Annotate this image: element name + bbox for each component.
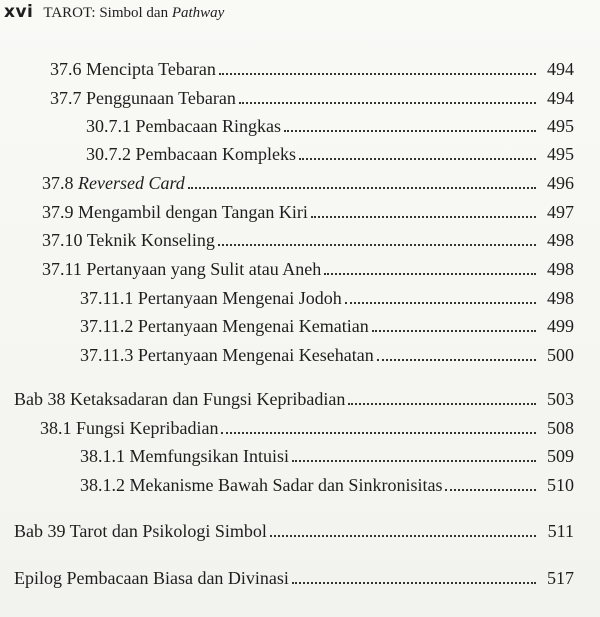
toc-entry-37-7[interactable] bbox=[50, 83, 574, 109]
toc-entry-37-11-3[interactable] bbox=[80, 340, 574, 366]
running-header bbox=[4, 2, 224, 26]
toc-page-number: 503 bbox=[547, 389, 574, 409]
dot-leader bbox=[348, 403, 536, 405]
toc-entry-number: 38.1.2 bbox=[80, 475, 130, 495]
toc-entry-label bbox=[80, 344, 374, 366]
toc-entry-37-8[interactable] bbox=[42, 168, 574, 194]
toc-entry-number: 30.7.2 bbox=[86, 144, 136, 164]
toc-entry-number: 37.11 bbox=[42, 259, 87, 279]
toc-page-number: 511 bbox=[547, 521, 574, 541]
toc-entry-number: Bab 38 bbox=[14, 389, 70, 409]
toc-entry-number: 37.10 bbox=[42, 230, 87, 250]
toc-entry-label bbox=[80, 474, 442, 496]
toc-page-number: 499 bbox=[547, 316, 574, 336]
page-folio: xvi bbox=[4, 2, 34, 22]
toc-page-number: 495 bbox=[547, 144, 574, 164]
running-title bbox=[43, 5, 224, 22]
toc-entry-number: 37.8 bbox=[42, 173, 78, 193]
dot-leader bbox=[218, 244, 536, 246]
toc-entry-37-10[interactable] bbox=[42, 225, 574, 251]
toc-entry-label bbox=[86, 115, 281, 137]
dot-leader bbox=[239, 102, 536, 104]
toc-entry-number: 37.7 bbox=[50, 88, 86, 108]
toc-entry-title: Fungsi Kepribadian bbox=[76, 418, 219, 438]
dot-leader bbox=[292, 460, 536, 462]
dot-leader bbox=[372, 330, 536, 332]
toc-entry-title: Pertanyaan Mengenai Kematian bbox=[137, 316, 369, 336]
toc-page-number: 517 bbox=[547, 568, 574, 588]
toc-page-number: 498 bbox=[547, 288, 574, 308]
toc-entry-label bbox=[50, 87, 236, 109]
toc-page-number: 510 bbox=[547, 475, 574, 495]
toc-entry-number: 37.11.3 bbox=[80, 345, 138, 365]
toc-page-number: 508 bbox=[547, 418, 574, 438]
toc-entry-label bbox=[40, 417, 218, 439]
toc-entry-title: Mencipta Tebaran bbox=[86, 59, 216, 79]
toc-entry-title: Reversed Card bbox=[78, 173, 185, 193]
toc-entry-30-7-2[interactable] bbox=[86, 139, 574, 165]
toc-entry-number: 37.9 bbox=[42, 202, 78, 222]
toc-page-number: 509 bbox=[547, 446, 574, 466]
toc-entry-38-1-2[interactable] bbox=[80, 470, 574, 496]
toc-entry-label bbox=[14, 520, 267, 542]
dot-leader bbox=[299, 158, 536, 160]
toc-entry-title: Pertanyaan yang Sulit atau Aneh bbox=[86, 259, 322, 279]
toc-entry-label bbox=[42, 229, 215, 251]
toc-entry-bab-38[interactable] bbox=[14, 384, 574, 410]
dot-leader bbox=[345, 302, 536, 304]
toc-entry-label bbox=[80, 287, 342, 309]
toc-entry-label bbox=[80, 445, 289, 467]
toc-entry-37-11[interactable] bbox=[42, 254, 574, 280]
toc-entry-label bbox=[80, 315, 369, 337]
toc-entry-37-9[interactable] bbox=[42, 197, 574, 223]
toc-entry-title: Pertanyaan Mengenai Kesehatan bbox=[137, 345, 374, 365]
toc-entry-title: Ketaksadaran dan Fungsi Kepribadian bbox=[70, 389, 346, 409]
toc-entry-label bbox=[42, 258, 321, 280]
toc-entry-title: Pembacaan Kompleks bbox=[135, 144, 296, 164]
toc-entry-number: 37.11.1 bbox=[80, 288, 138, 308]
toc-entry-title: Mekanisme Bawah Sadar dan Sinkronisitas bbox=[129, 475, 443, 495]
toc-page-number: 497 bbox=[547, 202, 574, 222]
toc-entry-37-11-1[interactable] bbox=[80, 283, 574, 309]
toc-entry-title: Pembacaan Ringkas bbox=[135, 116, 281, 136]
toc-entry-title: Teknik Konseling bbox=[86, 230, 215, 250]
dot-leader bbox=[311, 216, 536, 218]
toc-page-number: 496 bbox=[547, 173, 574, 193]
toc-entry-bab-39[interactable] bbox=[14, 516, 574, 542]
toc-page-number: 495 bbox=[547, 116, 574, 136]
toc-entry-30-7-1[interactable] bbox=[86, 111, 574, 137]
toc-entry-label bbox=[50, 58, 216, 80]
toc-page-number: 494 bbox=[547, 59, 574, 79]
toc-page-number: 494 bbox=[547, 88, 574, 108]
dot-leader bbox=[377, 359, 536, 361]
toc-page-number: 500 bbox=[547, 345, 574, 365]
toc-entry-37-6[interactable] bbox=[50, 54, 574, 80]
toc-entry-label bbox=[14, 567, 289, 589]
toc-entry-number: 37.11.2 bbox=[80, 316, 138, 336]
dot-leader bbox=[221, 432, 536, 434]
dot-leader bbox=[324, 273, 536, 275]
toc-entry-number: 38.1 bbox=[40, 418, 76, 438]
toc-page-number: 498 bbox=[547, 230, 574, 250]
toc-entry-title: Pertanyaan Mengenai Jodoh bbox=[137, 288, 342, 308]
toc-entry-label bbox=[42, 172, 185, 194]
toc-entry-number: Bab 39 bbox=[14, 521, 70, 541]
dot-leader bbox=[445, 489, 536, 491]
toc-entry-number: 30.7.1 bbox=[86, 116, 136, 136]
toc-page-number: 498 bbox=[547, 259, 574, 279]
toc-entry-number: 37.6 bbox=[50, 59, 86, 79]
dot-leader bbox=[219, 73, 536, 75]
toc-entry-title: Penggunaan Tebaran bbox=[86, 88, 236, 108]
toc-entry-38-1[interactable] bbox=[40, 413, 574, 439]
toc-entry-title: Memfungsikan Intuisi bbox=[129, 446, 289, 466]
dot-leader bbox=[292, 582, 536, 584]
toc-entry-37-11-2[interactable] bbox=[80, 311, 574, 337]
toc-entry-title: Mengambil dengan Tangan Kiri bbox=[78, 202, 308, 222]
running-title-subtitle: Pathway bbox=[171, 5, 225, 21]
toc-entry-label bbox=[86, 143, 296, 165]
toc-entry-title: Tarot dan Psikologi Simbol bbox=[69, 521, 267, 541]
toc-entry-title: Epilog Pembacaan Biasa dan Divinasi bbox=[14, 568, 289, 588]
toc-entry-epilog[interactable] bbox=[14, 563, 574, 589]
toc-entry-label bbox=[42, 201, 308, 223]
dot-leader bbox=[284, 130, 536, 132]
toc-entry-38-1-1[interactable] bbox=[80, 441, 574, 467]
running-title-main: TAROT: Simbol dan bbox=[43, 5, 172, 21]
dot-leader bbox=[270, 535, 536, 537]
dot-leader bbox=[188, 187, 536, 189]
toc-entry-number: 38.1.1 bbox=[80, 446, 130, 466]
toc-entry-label bbox=[14, 388, 345, 410]
